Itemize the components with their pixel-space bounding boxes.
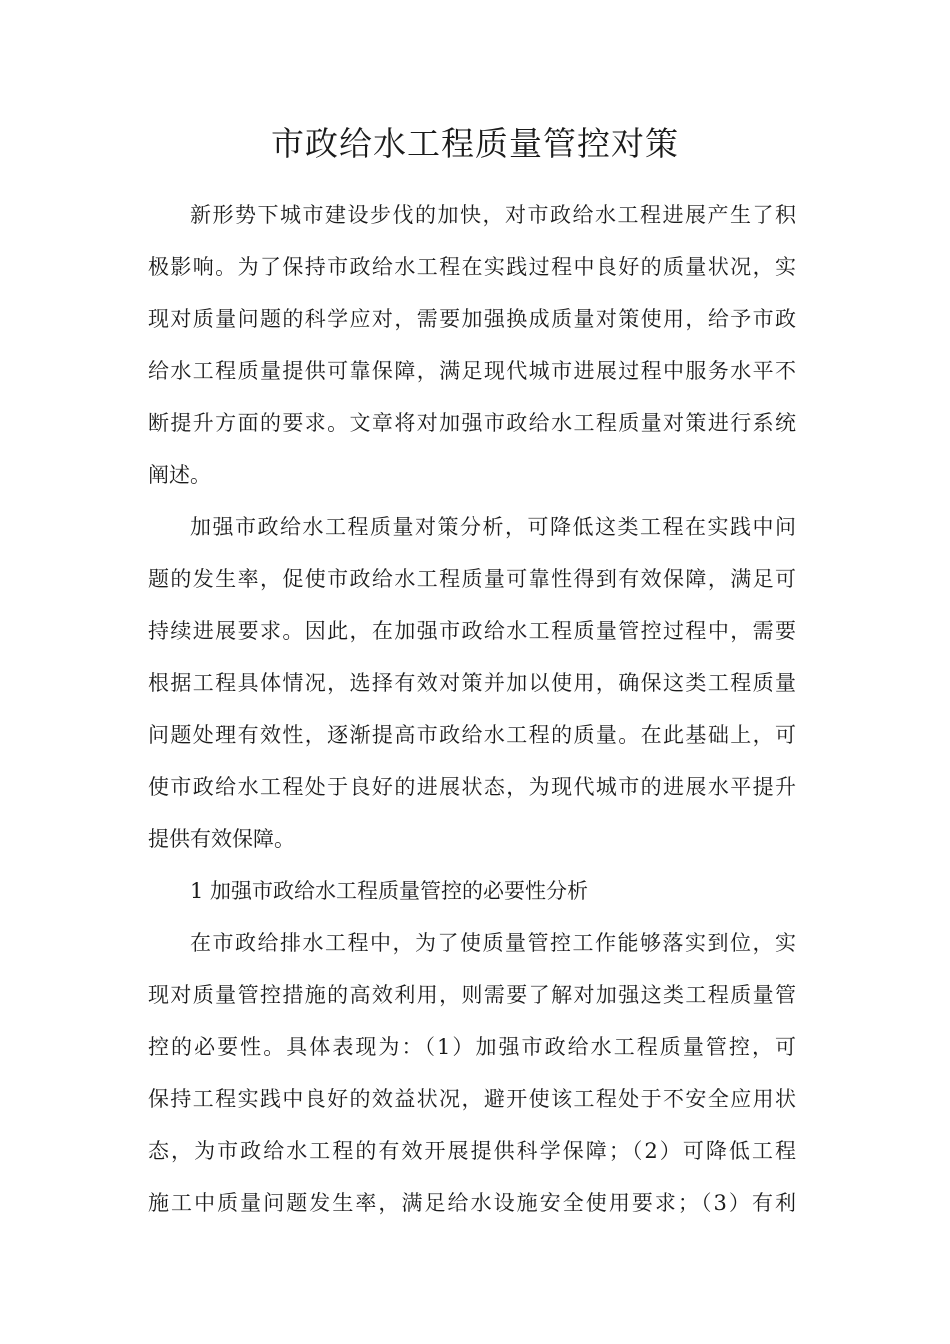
section-heading: 1 加强市政给水工程质量管控的必要性分析 [190, 879, 589, 903]
paragraph-line: 施工中质量问题发生率，满足给水设施安全使用要求；（3）有利 [148, 1191, 796, 1215]
paragraph-line: 极影响。为了保持市政给水工程在实践过程中良好的质量状况，实 [148, 255, 796, 279]
paragraph-line: 持续进展要求。因此，在加强市政给水工程质量管控过程中，需要 [148, 619, 796, 643]
document-title: 市政给水工程质量管控对策 [271, 124, 679, 163]
paragraph-line: 题的发生率，促使市政给水工程质量可靠性得到有效保障，满足可 [148, 567, 796, 591]
paragraph-line: 现对质量问题的科学应对，需要加强换成质量对策使用，给予市政 [148, 307, 796, 331]
paragraph-line: 断提升方面的要求。文章将对加强市政给水工程质量对策进行系统 [148, 411, 796, 435]
paragraph-line: 新形势下城市建设步伐的加快，对市政给水工程进展产生了积 [190, 203, 796, 227]
paragraph-line: 控的必要性。具体表现为：（1）加强市政给水工程质量管控，可 [148, 1035, 796, 1059]
paragraph-line: 使市政给水工程处于良好的进展状态，为现代城市的进展水平提升 [148, 775, 796, 799]
paragraph-line: 提供有效保障。 [148, 827, 295, 851]
paragraph-line: 加强市政给水工程质量对策分析，可降低这类工程在实践中问 [190, 515, 796, 539]
paragraph-line: 保持工程实践中良好的效益状况，避开使该工程处于不安全应用状 [148, 1087, 796, 1111]
paragraph-line: 根据工程具体情况，选择有效对策并加以使用，确保这类工程质量 [148, 671, 796, 695]
paragraph-line: 阐述。 [148, 463, 211, 487]
paragraph-line: 问题处理有效性，逐渐提高市政给水工程的质量。在此基础上，可 [148, 723, 796, 747]
paragraph-line: 现对质量管控措施的高效利用，则需要了解对加强这类工程质量管 [148, 983, 796, 1007]
paragraph-line: 在市政给排水工程中，为了使质量管控工作能够落实到位，实 [190, 931, 796, 955]
paragraph-line: 给水工程质量提供可靠保障，满足现代城市进展过程中服务水平不 [148, 359, 796, 383]
paragraph-line: 态，为市政给水工程的有效开展提供科学保障；（2）可降低工程 [148, 1139, 796, 1163]
